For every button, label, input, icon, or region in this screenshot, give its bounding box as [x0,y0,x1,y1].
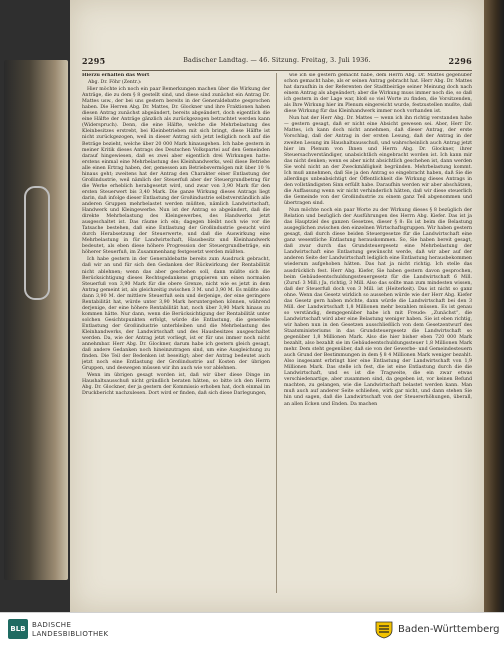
paragraph: Abg. Dr. Föhr (Zentr.): [88,80,142,86]
paragraph: wie ich sie gestern gemacht habe, dem Herrn Abg. Dr. Mattes gegenüber schon gemacht habe, als er seinen Antrag gebracht hat. Herr Abg. Dr. Mattes hat daraufhin in der Referenten der Stadtbeiräge seiner Meinung doch nach einem Antrag als abgeändert; aber die Wirkung muss immer noch die, so daß ich gestern in der Lage war, bloß so viel Worte zu finden, die Vorsitzenden, als Ihre Wirkung hier im Plenum eingereicht wurde, festzustellen mußte, daß diese Wirkung für das Kleinhandwerk immer noch vorhanden ist. [284,73,472,115]
page-number-right: 2296 [448,56,472,66]
paragraph: Hierzu erhalten das Wort [82,73,150,78]
document-page [70,0,484,612]
column-divider [276,73,277,593]
paragraph: Wenn im übrigen gesagt worden ist, daß wir über diese Dinge im Haushaltsausschuß nicht gründlich beraten hätten, so bitte ich den Herrn Abg. Dr. Glockner, der ja gestern der Kommissio erhoben hat, doch einmal im Druckbericht nachzulesen. Dort wird er finden, daß sich diese Darlegungen, [82,373,270,397]
running-title: Badischer Landtag. — 46. Sitzung. Freitag, 3. Juli 1936. [183,57,371,64]
paragraph: Hier möchte ich noch ein paar Bemerkungen machen über die Wirkung der Anträge, die zu dem § 8 gestellt sind, und diese sind zunächst ein Antrag Dr. Mattes usw., der bei uns gestern bereits in der Generaldebatte gesprochen haben. Die Herren Abg. Dr. Mattes, Dr. Glockner und ihre Fraktionen haben diesen Antrag zunächst abgeändert, bereits abgeändert, doch eigentlich die eine Hälfte der Anträge gänzlich als zurückgezogen betrachtet werden kann (Widerspruch). Denn, die eine Hälfte, welche die Mehrbelastung des Kleinbesitzes erstrebt, bei Kleinbetrieben mit sich bringt, diese Hälfte ist nicht zurückgezogen, weil in dieser Antrag sich jetzt lediglich noch auf die Beträge bezieht, welche über 20 000 Mark hinausgehen. Ich habe gestern in meiner Kritik dieses Antrags des Deutschen Volkspartei auf den Gemeinden darauf hingewiesen, daß es zwei aber eigentlich drei Wirkungen hatte: erstens einmal eine Mehrbelastung des Kleinhandwerks, weil diese Betriebe alle einen Ertrag haben, der, gemessen am Betriebsvermögen mit über 10 % hinaus geht; zweitens hat der Antrag den Charakter einer Entlastung der Großindustrie, weil nämlich der Steuerfuß aber der Steuergrundbetrag für die Werke erheblich herabgesetzt wird, und zwar von 3,90 Mark für den ersten Steuerwert bis 3,40 Mark. Die ganze Wirkung dieses Antrags liegt darin, daß infolge dieser Entlastung der Großindustrie selbstverständlich alle anderen Gruppen mehrbelastet werden müßten, nämlich Landwirtschaft, Handwerk und Kleingewerbe. Nun ist der Antrag so abgeändert, daß die direkte Mehrbelastung des Kleingewerbes, des Handwerks jetzt ausgeschaltet ist. Das räume ich ein; dagegen bleibt noch wie vor die Tatsache bestehen, daß eine Entlastung der Großindustrie gesucht wird durch Herabsetzung der Steuerwerte, und daß die Auswirkung eine Mehrbelastung in für Landwirtschaft, Hausbesitz und Kleinhandwerk bedeutet, als eben diese höhere Progression der Steuergrundbeträge, ein höherer Steuerfuß, im Zusammenhang festgesetzt werden müßten. [82,87,270,256]
paragraph: Nun hat der Herr Abg. Dr. Mattes — wenn ich ihn richtig verstanden habe — gestern gesagt, daß er nicht eine Absicht gewesen sei. Aber, Herr Dr. Mattes, ich kann doch nicht annehmen, daß dieser Antrag, der erste Vorschlag, daß der Antrag in der ersten Lesung, daß der Antrag in der zweiten Lesung im Haushaltsausschuß, und wahrscheinlich auch Antrag jetzt hier im Plenum von Ihnen und Herrn Abg. Dr. Glockner, ihrer Steuersachverständiger, unabsichtlich eingebracht worden ist. Ich kann mir das nicht denken; wenn es aber nicht absichtlich geschehen ist, dann werden Sie wohl nicht an der Zweckmäßigkeit begründen. Mehrbelastung kommt. Ich muß annehmen, daß Sie ja den Antrag so eingebracht haben, daß Sie die allerdings unbeabsichtigt der Öffentlichkeit die Wirkung dieses Antrags in den vollständigsten Sinn erfüllt habe. Daraufhin werden wir aber abschätzen, die Auffassung wenn wir nicht verhinderlich hätten, daß wir diese steuerlich die Gemeinde von der Großindustrie zu einem ganz Teil abgenommen und übertragen sind. [284,116,472,206]
state-crest-icon[interactable] [374,620,394,639]
blb-logo[interactable]: BLB [8,619,28,639]
book-spine [4,60,68,580]
paper-clip [24,186,50,300]
library-name[interactable] [32,621,108,639]
library-name-line1: BADISCHE [32,621,72,629]
header-rule [82,70,472,71]
state-name[interactable]: Baden-Württemberg [398,624,500,635]
library-name-line2: LANDESBIBLIOTHEK [32,630,109,638]
left-column [82,73,270,599]
right-column [284,73,472,599]
page-number-left: 2295 [82,56,106,66]
page-header [82,56,472,68]
footer-bar [0,612,504,646]
paragraph: Nun möchte noch ein paar Worte zu der Wirkung dieses § 8 bezüglich der Relation und bezüglich der Ausführungen des Herrn Abg. Kiefer. Das ist ja das Hauptziel des ganzen Gesetzes, dieser § 8: Es ist beim die Belastung ausgeglichen zwischen den einzelnen Wirtschaftsgruppen. Wir haben gestern gesagt, daß durch diese beiden Steuergesetze für die Landwirtschaft eine ganz wesentliche Entlastung herauskommen. So, Sie haben bereit gesagt, daß zwar durch das Grundsteuergesetz eine Mehrbelastung der Landwirtschaft eine Entlastung gewünscht werde, daß wir aber auf der anderen Seite der Landwirtschaft lediglich eine Entlastung herausbekommen wiederum aufgehoben hätten. Das hat ja nicht richtig. Ich stelle das ausdrücklich fest. Herr Abg. Kiefer, Sie haben gestern davon gesprochen, beim Gebäudeentschuldungssteuergesetz für die Landwirtschaft 6 Mill. (Zuruf: 3 Mill.) Ja, richtig, 3 Mill. Also das sollte man zum mindesten wissen, daß der Steuerfuß doch von 3 Mill. ist (Heiterkeit). Das ist nicht so ganz ohne. Wenn das Gesetz wirklich so aussehen würde wie der Herr Abg. Kiefer das Gesetz gern haben möchte, dann würde die Landwirtschaft bei den 3 Mill. der Landwirtschaft 1,8 Millionen mehr bezahlen müssen. Es ist genau so verständig, demgegenüber habe ich mit Freude: „Zunächst“, die Landwirtschaft wird aber eine Belastung weniger haben. Sie ist eben richtig, wir haben nun in den Gesetzen ausschließlich von dem Gesetzentwurf des Staatsministeriums in das Grundsteuergesetz die Landwirtschaft so gegenüber 1,8 Millionen Mark. Also die hier bisher eben 720 000 Mark bezahlt, also bezahlt sie im Gebäudeentschuldungssteuer 1,8 Millionen Mark mehr. Dem steht gegenüber, daß sie von der Gewerbe- und Gemeindesteuern auch Grund der Bestimmungen in dem § 8 4 Millionen Mark weniger bezahlt. Also insgesamt erbringt hier eine Entlastung der Landwirtschaft von 1,9 Millionen Mark. Das stelle ich fest, die ist eine Entlastung durch die die Landwirtschaft, und es ist die Tragweite, die ein zwar etwas verschiedenartige, aber zusammen sind, da gegeben ist, vor keinen Befund machten, zu gelangen, wie die Landwirtschaft belastet werden kann. Man muß auch auf anderer Seite schließen, wirk gar nicht, und dann stehen Sie hin und sagen, daß die Landwirtschaft von der Steuererhöhungen, überall, an allen Ecken und Enden. Da machen [284,208,472,407]
paragraph: Ich habe gestern in der Generaldebatte bereits zum Ausdruck gebracht, daß wir an und für sich den Gedanken der Rückwirkung der Rentabilität nicht ablehnen; wenn das aber geschehen soll, dann müßte sich die Berücksichtigung dieses Rechtsgedankens gruppieren um einen normalen Steuerfuß von 3,90 Mark für die obere Grenze, nicht wie es jetzt in dem Antrag gemeint ist, als gleichzeitig zwischen 3 M. und 3,90 M. Es müßte also dann 3,90 M. der mittlere Steuerfuß sein und derjenige, der eine geringere Rentabilität hat, würde unter 3,90 Mark heruntergehen können, während derjenige, der eine höhere Rentabilität hat, noch über 3,90 Mark hinaus zu kommen hätte. Nur dann, wenn die Berücksichtigung der Rentabilität unter solchen Gesichtspunkten erfolgt, würde die Entlastung, die generelle Entlastung der Großindustrie unterbleiben und die Mehrbelastung des Kleinhandwerks, der Landwirtschaft und des Hausbesitzes ausgeschaltet werden. Da, wie der Antrag jetzt vorliegt, ist er für uns immer noch nicht annehmbar. Herr Abg. Dr. Glockner, darum habe ich gestern gleich gesagt, daß andere Gedanken noch hineinzutragen sind, um eine Ausgleichung zu finden. Die Teil der Bedenken ist beseitigt; aber der Antrag bedeutet auch jetzt noch eine Entlastung der Großindustrie auf Kosten der übrigen Gruppen, und deswegen müssen wir ihn auch wie vor ablehnen. [82,257,270,372]
book-edge [484,0,504,612]
